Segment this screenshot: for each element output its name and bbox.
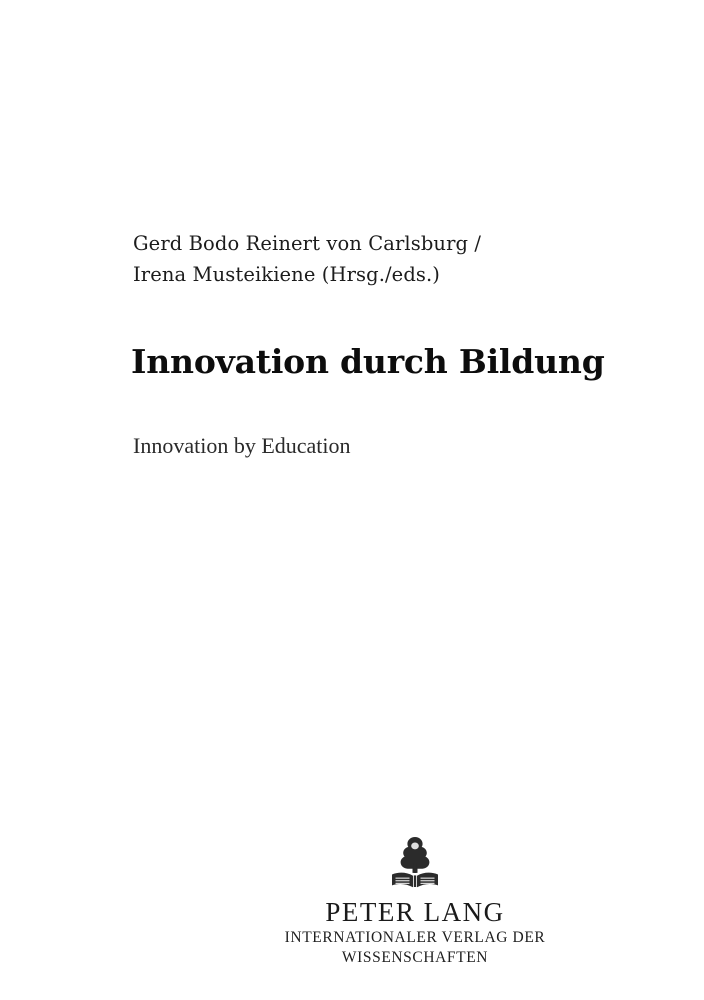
book-subtitle: Innovation by Education	[133, 433, 351, 458]
peter-lang-tree-book-logo-icon	[228, 833, 602, 895]
publisher-tagline: INTERNATIONALER VERLAG DER WISSENSCHAFTEN	[284, 929, 546, 966]
editor-line-2: Irena Musteikiene (Hrsg./eds.)	[133, 263, 441, 286]
editors-block	[133, 228, 603, 290]
publisher-block	[228, 833, 602, 968]
book-title: Innovation durch Bildung	[131, 342, 605, 381]
publisher-name: PETER LANG	[325, 897, 505, 927]
editor-line-1: Gerd Bodo Reinert von Carlsburg /	[133, 232, 482, 255]
